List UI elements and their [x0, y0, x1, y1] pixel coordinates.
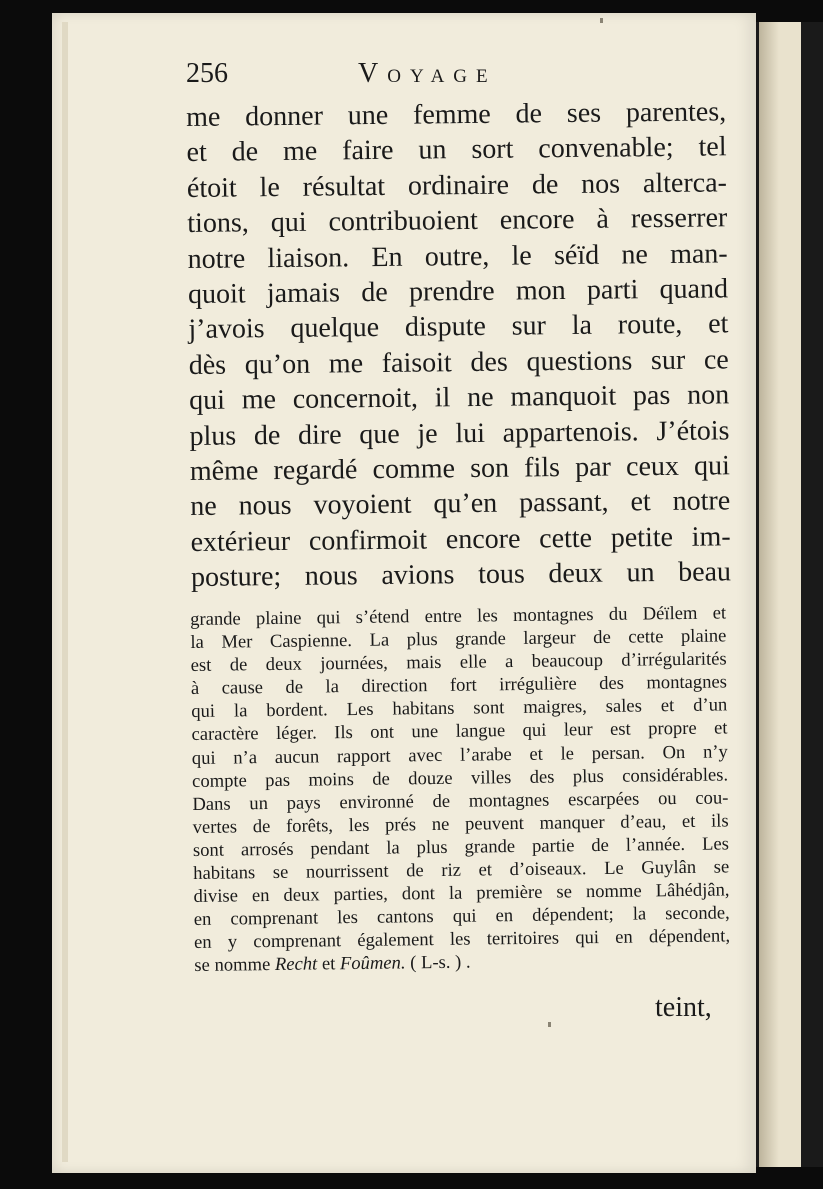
background-strip — [801, 22, 823, 1167]
body-line: dès qu’on me faisoit des questions sur ce — [188, 344, 729, 381]
body-line: me donner une femme de ses parentes, — [186, 96, 727, 133]
running-head — [358, 58, 497, 90]
body-line: qui me concernoit, il ne manquoit pas non — [188, 379, 730, 417]
footnote-line: divise en deux parties, dont la première se nomme Lâhédjân, — [193, 879, 730, 908]
body-line: et de me faire un sort convenable; tel — [186, 131, 727, 169]
footnote-line: habitans se nourrissent de riz et d’oiseaux. Le Guylân se — [193, 856, 730, 885]
footnote-line: est de deux journées, mais elle a beaucoup d’irrégularités — [190, 648, 727, 677]
footnote-line: compte pas moins de douze villes des plus considérables. — [191, 764, 729, 792]
body-line: extérieur confirmoit encore cette petite im- — [190, 521, 731, 558]
footnote-place2: Foûmen. — [339, 952, 406, 975]
footnote-line: grande plaine qui s’étend entre les montagnes du Déïlem et — [190, 602, 727, 630]
body-line: quoit jamais de prendre mon parti quand — [187, 273, 729, 310]
body-line: étoit le résultat ordinaire de nos alterca- — [186, 167, 728, 204]
footnote-signature: ( L-s. ) . — [405, 952, 471, 974]
running-head-rest: OYAGE — [387, 66, 497, 87]
page-header — [186, 58, 726, 94]
paper-speck — [600, 18, 603, 23]
footnote-prefix: se nomme — [194, 954, 276, 977]
page-number: 256 — [186, 58, 228, 89]
running-head-initial: V — [358, 58, 388, 89]
body-line: même regardé comme son fils par ceux qui — [189, 450, 731, 487]
footnote-line: la Mer Caspienne. La plus grande largeur de cette plaine — [190, 625, 727, 654]
body-line: plus de dire que je lui appartenois. J’étois — [189, 414, 730, 452]
footnote-place1: Recht — [274, 953, 318, 976]
footnote-line: qui la bordent. Les habitans sont maigres, sales et d’un — [191, 694, 728, 723]
footnote-text — [190, 601, 730, 977]
footnote-line: caractère léger. Ils ont une langue qui leur est propre et — [191, 717, 728, 746]
footnote-line: Dans un pays environné de montagnes escarpées ou cou- — [192, 787, 729, 815]
page-gutter-edge — [62, 22, 68, 1162]
body-line: ne nous voyoient qu’en passant, et notre — [190, 485, 731, 523]
footnote-conj: et — [317, 953, 341, 975]
body-line: posture; nous avions tous deux un beau — [190, 556, 732, 594]
footnote-line: qui n’a aucun rapport avec l’arabe et le persan. On n’y — [191, 741, 728, 769]
footnote-line: vertes de forêts, les prés ne peuvent manquer d’eau, et ils — [192, 810, 729, 838]
footnote-line: sont arrosés pendant la plus grande partie de l’année. Les — [192, 833, 730, 861]
catchword: teint, — [655, 992, 712, 1023]
footnote-line: en y comprenant également les territoires qui en dépendent, — [193, 925, 731, 954]
body-line: notre liaison. En outre, le séïd ne man- — [187, 237, 728, 275]
footnote-line: en comprenant les cantons qui en dépendent; la seconde, — [193, 902, 730, 931]
body-line: tions, qui contribuoient encore à resserrer — [187, 202, 728, 240]
facing-page-edge — [756, 22, 823, 1167]
footnote-line: à cause de la direction fort irrégulière des montagnes — [190, 671, 728, 700]
facing-page-shadow — [759, 22, 779, 1167]
paper-speck — [548, 1022, 551, 1027]
body-line: j’avois quelque dispute sur la route, et — [188, 308, 729, 346]
main-text — [186, 94, 731, 595]
